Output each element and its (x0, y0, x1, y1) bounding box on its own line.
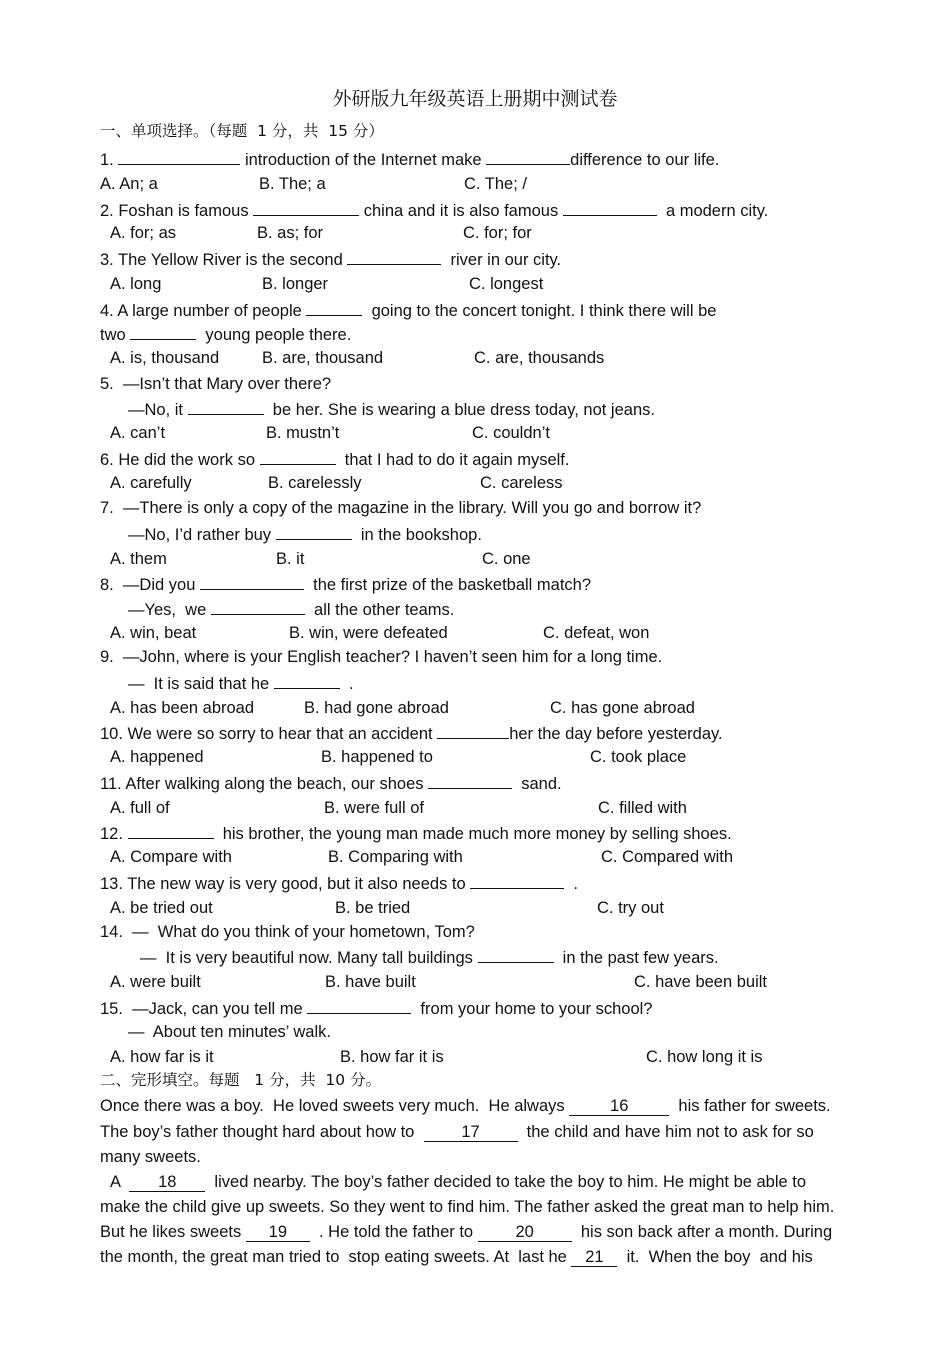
question-text: 6. He did the work so (100, 451, 260, 469)
question-text: 14. — What do you think of your hometown, Tom? (100, 923, 475, 941)
question-9 (100, 647, 662, 667)
answer-blank (307, 997, 411, 1014)
option-a: A. carefully (110, 474, 192, 492)
option-b: B. had gone abroad (304, 699, 449, 717)
question-text: sand. (512, 775, 562, 793)
option-b: B. have built (325, 973, 416, 991)
question-5 (100, 374, 331, 394)
passage-line (100, 1222, 832, 1242)
option-c: C. has gone abroad (550, 699, 695, 717)
answer-blank (118, 148, 240, 165)
question-text: 1. (100, 151, 119, 169)
question-4-cont (100, 323, 351, 345)
option-c: C. took place (590, 748, 687, 766)
question-text: 8. —Did you (100, 576, 200, 594)
question-14-cont (140, 946, 719, 968)
question-9-cont (128, 672, 354, 694)
question-4 (100, 299, 716, 321)
answer-blank (306, 299, 362, 316)
answer-blank (128, 822, 214, 839)
passage-text: his son back after a month. During (571, 1223, 833, 1241)
option-c: C. have been built (634, 973, 768, 991)
passage-text: The boy’s father thought hard about how to (100, 1123, 424, 1141)
option-a: A. An; a (100, 175, 158, 193)
question-text: 4. A large number of people (100, 302, 307, 320)
option-b: B. it (276, 550, 305, 568)
passage-line (110, 1172, 806, 1192)
passage-text: . He told the father to (309, 1223, 478, 1241)
answer-blank (211, 598, 305, 615)
blank-18: 18 (129, 1173, 205, 1192)
option-c: C. how long it is (646, 1048, 763, 1066)
question-5-cont (128, 398, 655, 420)
option-b: B. as; for (257, 224, 324, 242)
question-3 (100, 248, 561, 270)
question-text: 9. —John, where is your English teacher? I haven’t seen him for a long time. (100, 648, 663, 666)
question-text: all the other teams. (304, 601, 455, 619)
question-text: . (339, 675, 354, 693)
answer-blank (486, 148, 570, 165)
question-text: 7. —There is only a copy of the magazine in the library. Will you go and borrow it? (100, 499, 702, 517)
question-text: —Yes, we (128, 601, 211, 619)
question-14 (100, 922, 475, 942)
option-b: B. how far it is (340, 1048, 444, 1066)
question-text: difference to our life. (570, 151, 720, 169)
answer-blank (253, 199, 359, 216)
question-text: china and it is also famous (359, 202, 563, 220)
option-b: B. are, thousand (262, 349, 384, 367)
question-2 (100, 199, 768, 221)
answer-blank (260, 448, 336, 465)
question-text: a modern city. (656, 202, 769, 220)
question-8 (100, 573, 591, 595)
answer-blank (437, 722, 509, 739)
option-b: B. happened to (321, 748, 433, 766)
option-a: A. happened (110, 748, 204, 766)
passage-line (100, 1096, 831, 1116)
question-7 (100, 498, 701, 518)
question-11 (100, 772, 562, 794)
question-text: her the day before yesterday. (509, 725, 723, 743)
option-a: A. them (110, 550, 167, 568)
option-a: A. be tried out (110, 899, 213, 917)
answer-blank (188, 398, 264, 415)
option-c: C. careless (480, 474, 563, 492)
passage-text: Once there was a boy. He loved sweets very much. He always (100, 1097, 570, 1115)
question-text: that I had to do it again myself. (335, 451, 570, 469)
question-text: introduction of the Internet make (240, 151, 487, 169)
question-text: 11. After walking along the beach, our shoes (100, 775, 429, 793)
question-13 (100, 872, 578, 894)
option-a: A. how far is it (110, 1048, 214, 1066)
question-text: 12. (100, 825, 128, 843)
question-text: 3. The Yellow River is the second (100, 251, 348, 269)
question-text: 15. —Jack, can you tell me (100, 1000, 308, 1018)
question-text: in the past few years. (553, 949, 719, 967)
option-a: A. win, beat (110, 624, 197, 642)
question-text: —No, it (128, 401, 188, 419)
option-c: C. try out (597, 899, 664, 917)
option-c: C. are, thousands (474, 349, 605, 367)
option-a: A. long (110, 275, 162, 293)
blank-20: 20 (478, 1223, 572, 1242)
option-a: A. for; as (110, 224, 177, 242)
question-text: —No, I’d rather buy (128, 526, 276, 544)
question-text: — About ten minutes’ walk. (128, 1023, 331, 1041)
question-text: . (564, 875, 579, 893)
question-15 (100, 997, 652, 1019)
option-a: A. Compare with (110, 848, 232, 866)
question-text: his brother, the young man made much more money by selling shoes. (213, 825, 732, 843)
option-b: B. were full of (324, 799, 424, 817)
option-c: C. defeat, won (543, 624, 650, 642)
option-b: B. Comparing with (328, 848, 463, 866)
option-c: C. Compared with (601, 848, 734, 866)
option-a: A. full of (110, 799, 170, 817)
question-text: 13. The new way is very good, but it also needs to (100, 875, 471, 893)
passage-text: his father for sweets. (669, 1097, 831, 1115)
question-text: two (100, 326, 131, 344)
passage-line: make the child give up sweets. So they went to find him. The father asked the great man to help him. (100, 1198, 835, 1216)
answer-blank (478, 946, 554, 963)
option-c: C. The; / (464, 175, 527, 193)
passage-text: A (110, 1173, 130, 1191)
question-text: — It is very beautiful now. Many tall buildings (140, 949, 478, 967)
passage-text: the month, the great man tried to stop eating sweets. At last he (100, 1248, 572, 1266)
section-heading: 二、完形填空。每题 1 分，共 10 分。 (100, 1071, 382, 1089)
answer-blank (563, 199, 657, 216)
question-text: 10. We were so sorry to hear that an accident (100, 725, 438, 743)
option-a: A. can’t (110, 424, 166, 442)
option-c: C. couldn’t (472, 424, 550, 442)
option-c: C. longest (469, 275, 544, 293)
question-15-cont (128, 1022, 331, 1042)
section-heading: 一、单项选择。（每题 1 分，共 15 分） (100, 122, 384, 140)
passage-line (100, 1122, 814, 1142)
question-6 (100, 448, 569, 470)
blank-16: 16 (569, 1097, 669, 1116)
option-c: C. filled with (598, 799, 687, 817)
page-title: 外研版九年级英语上册期中测试卷 (332, 88, 618, 110)
question-text: in the bookshop. (351, 526, 482, 544)
question-text: 5. —Isn’t that Mary over there? (100, 375, 332, 393)
option-a: A. is, thousand (110, 349, 220, 367)
question-10 (100, 722, 723, 744)
question-text: going to the concert tonight. I think there will be (362, 302, 717, 320)
question-text: from your home to your school? (411, 1000, 653, 1018)
answer-blank (347, 248, 441, 265)
option-b: B. mustn’t (266, 424, 340, 442)
answer-blank (276, 523, 352, 540)
question-7-cont (128, 523, 482, 545)
answer-blank (470, 872, 564, 889)
passage-text: But he likes sweets (100, 1223, 246, 1241)
answer-blank (130, 323, 196, 340)
blank-19: 19 (246, 1223, 310, 1242)
question-1 (100, 148, 719, 170)
question-text: young people there. (196, 326, 352, 344)
option-b: B. longer (262, 275, 329, 293)
option-b: B. The; a (259, 175, 326, 193)
option-c: C. one (482, 550, 531, 568)
answer-blank (428, 772, 512, 789)
option-b: B. be tried (335, 899, 411, 917)
blank-21: 21 (571, 1248, 617, 1267)
question-text: be her. She is wearing a blue dress today, not jeans. (263, 401, 655, 419)
question-12 (100, 822, 732, 844)
passage-text: lived nearby. The boy’s father decided to take the boy to him. He might be able to (205, 1173, 807, 1191)
passage-text: the child and have him not to ask for so (517, 1123, 814, 1141)
option-c: C. for; for (463, 224, 532, 242)
question-text: — It is said that he (128, 675, 274, 693)
question-text: 2. Foshan is famous (100, 202, 254, 220)
option-b: B. carelessly (268, 474, 362, 492)
question-8-cont (128, 598, 454, 620)
question-text: the first prize of the basketball match? (303, 576, 592, 594)
option-a: A. has been abroad (110, 699, 255, 717)
passage-line: many sweets. (100, 1148, 201, 1166)
answer-blank (274, 672, 340, 689)
passage-text: it. When the boy and his (617, 1248, 813, 1266)
answer-blank (200, 573, 304, 590)
blank-17: 17 (424, 1123, 518, 1142)
option-a: A. were built (110, 973, 201, 991)
question-text: river in our city. (441, 251, 562, 269)
passage-line (100, 1247, 813, 1267)
option-b: B. win, were defeated (289, 624, 448, 642)
